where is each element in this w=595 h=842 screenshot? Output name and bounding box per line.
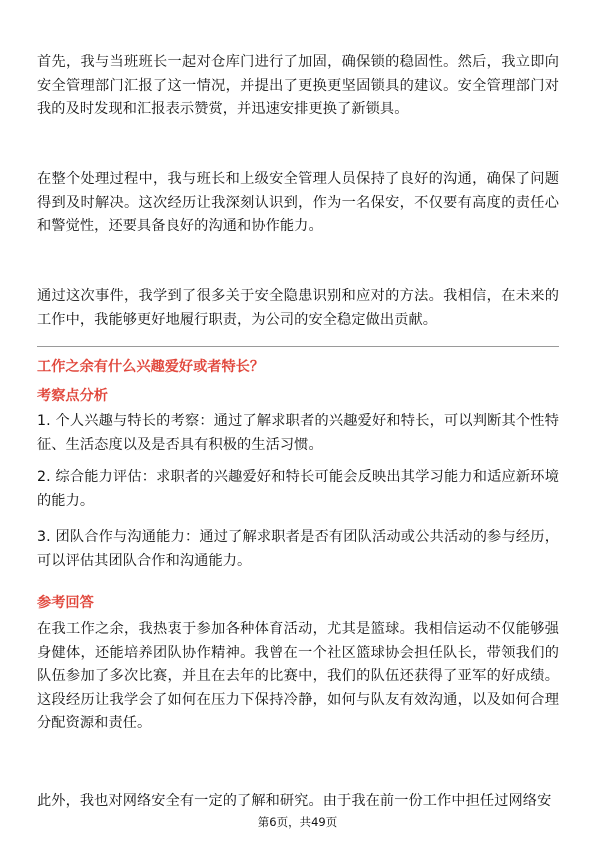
paragraph-lock-reinforcement: 首先，我与当班班长一起对仓库门进行了加固，确保锁的稳固性。然后，我立即向安全管理部门汇报了这一情况，并提出了更换更坚固锁具的建议。安全管理部门对我的及时发现和汇报表示赞赏，并迅速安排更换了新锁具。 <box>37 54 559 117</box>
analysis-item-2: 2. 综合能力评估：求职者的兴趣爱好和特长可能会反映出其学习能力和适应新环境的能力。 <box>37 469 559 509</box>
answer-heading: 参考回答 <box>37 595 94 611</box>
answer-paragraph-network-security: 此外，我也对网络安全有一定的了解和研究。由于我在前一份工作中担任过网络安 <box>37 793 552 809</box>
question-heading: 工作之余有什么兴趣爱好或者特长？ <box>37 359 265 375</box>
section-divider <box>37 346 559 347</box>
analysis-heading: 考察点分析 <box>37 388 108 404</box>
page-number-footer: 第6页，共49页 <box>257 815 338 829</box>
paragraph-lessons-learned: 通过这次事件，我学到了很多关于安全隐患识别和应对的方法。我相信，在未来的工作中，我能够更好地履行职责，为公司的安全稳定做出贡献。 <box>37 288 559 328</box>
paragraph-communication: 在整个处理过程中，我与班长和上级安全管理人员保持了良好的沟通，确保了问题得到及时解决。这次经历让我深刻认识到，作为一名保安，不仅要有高度的责任心和警觉性，还要具备良好的沟通和协作能力。 <box>37 171 559 234</box>
answer-paragraph-basketball: 在我工作之余，我热衷于参加各种体育活动，尤其是篮球。我相信运动不仅能够强身健体，还能培养团队协作精神。我曾在一个社区篮球协会担任队长，带领我们的队伍参加了多次比赛，并且在去年的比赛中，我们的队伍还获得了亚军的好成绩。这段经历让我学会了如何在压力下保持冷静，如何与队友有效沟通，以及如何合理分配资源和责任。 <box>37 621 559 731</box>
analysis-item-3: 3. 团队合作与沟通能力：通过了解求职者是否有团队活动或公共活动的参与经历，可以评估其团队合作和沟通能力。 <box>37 529 559 569</box>
analysis-item-1: 1. 个人兴趣与特长的考察：通过了解求职者的兴趣爱好和特长，可以判断其个性特征、生活态度以及是否具有积极的生活习惯。 <box>37 413 559 453</box>
